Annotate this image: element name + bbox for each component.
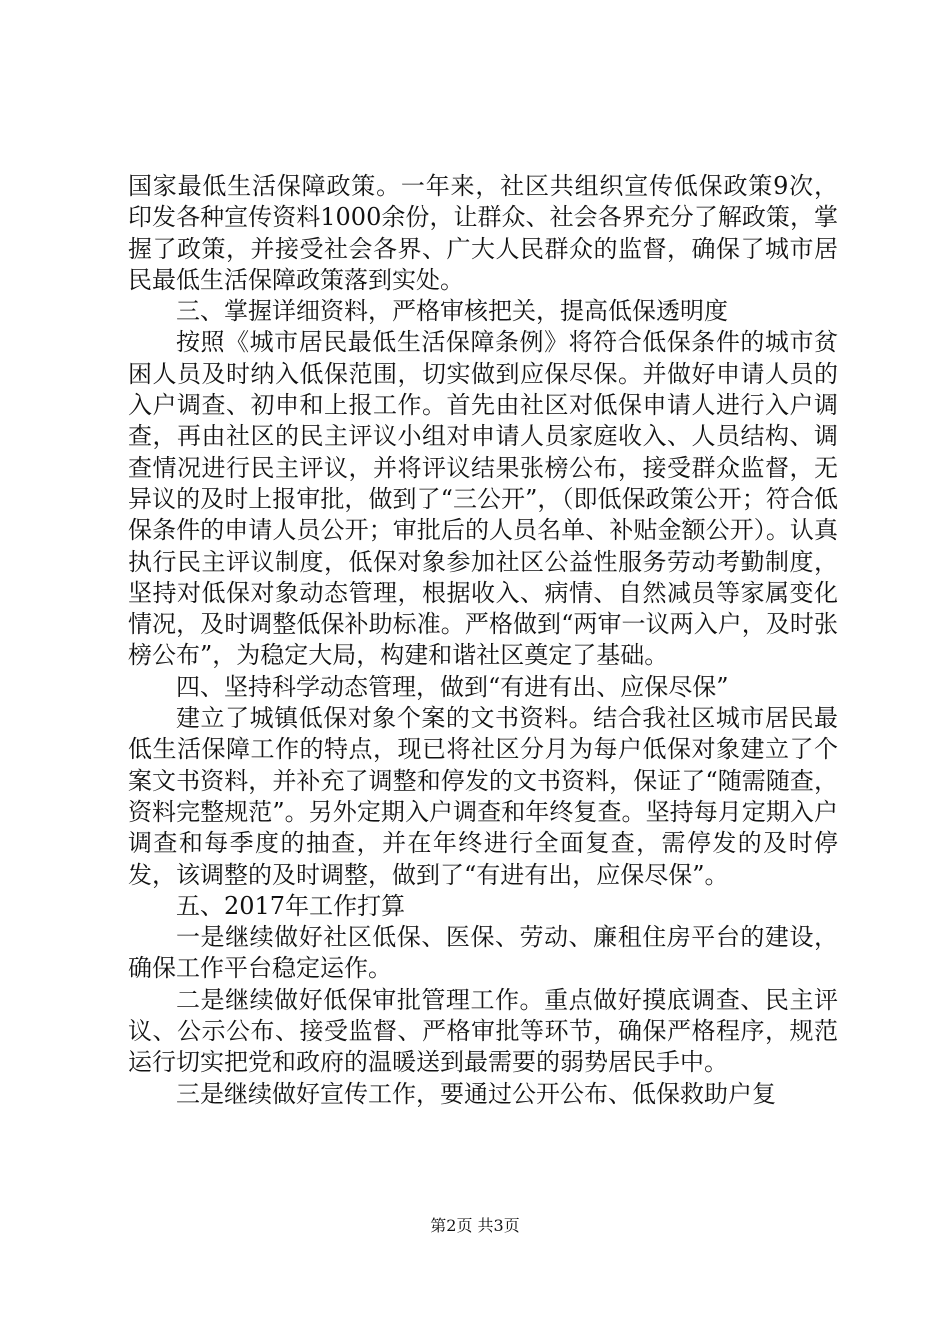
paragraph: 建立了城镇低保对象个案的文书资料。结合我社区城市居民最低生活保障工作的特点，现已将社区分月为每户低保对象建立了个案文书资料，并补充了调整和停发的文书资料，保证了“随需随查，资料完整规范”。另外定期入户调查和年终复查。坚持每月定期入户调查和每季度的抽查，并在年终进行全面复查，需停发的及时停发，该调整的及时调整，做到了“有进有出，应保尽保”。	[128, 704, 838, 889]
section-heading-4: 四、坚持科学动态管理，做到“有进有出、应保尽保”	[176, 672, 729, 701]
paragraph: 一是继续做好社区低保、医保、劳动、廉租住房平台的建设，确保工作平台稳定运作。	[128, 923, 838, 983]
paragraph-continuation: 国家最低生活保障政策。一年来，社区共组织宣传低保政策9次，印发各种宣传资料1000余份，让群众、社会各界充分了解政策，掌握了政策，并接受社会各界、广大人民群众的监督，确保了城市居民最低生活保障政策落到实处。	[128, 172, 838, 294]
paragraph: 按照《城市居民最低生活保障条例》将符合低保条件的城市贫困人员及时纳入低保范围，切实做到应保尽保。并做好申请人员的入户调查、初申和上报工作。首先由社区对低保申请人进行入户调查，再由社区的民主评议小组对申请人员家庭收入、人员结构、调查情况进行民主评议，并将评议结果张榜公布，接受群众监督，无异议的及时上报审批，做到了“三公开”，（即低保政策公开；符合低保条件的申请人员公开；审批后的人员名单、补贴金额公开）。认真执行民主评议制度，低保对象参加社区公益性服务劳动考勤制度，坚持对低保对象动态管理，根据收入、病情、自然减员等家属变化情况，及时调整低保补助标准。严格做到“两审一议两入户，及时张榜公布”，为稳定大局，构建和谐社区奠定了基础。	[128, 328, 838, 670]
document-body	[128, 171, 838, 1110]
paragraph: 三是继续做好宣传工作，要通过公开公布、低保救助户复	[176, 1079, 776, 1108]
section-heading-3: 三、掌握详细资料，严格审核把关，提高低保透明度	[176, 297, 728, 326]
page-number-footer: 第2页 共3页	[430, 1216, 520, 1235]
section-heading-5: 五、2017年工作打算	[176, 891, 406, 920]
paragraph: 二是继续做好低保审批管理工作。重点做好摸底调查、民主评议、公示公布、接受监督、严格审批等环节，确保严格程序，规范运行切实把党和政府的温暖送到最需要的弱势居民手中。	[128, 985, 838, 1077]
